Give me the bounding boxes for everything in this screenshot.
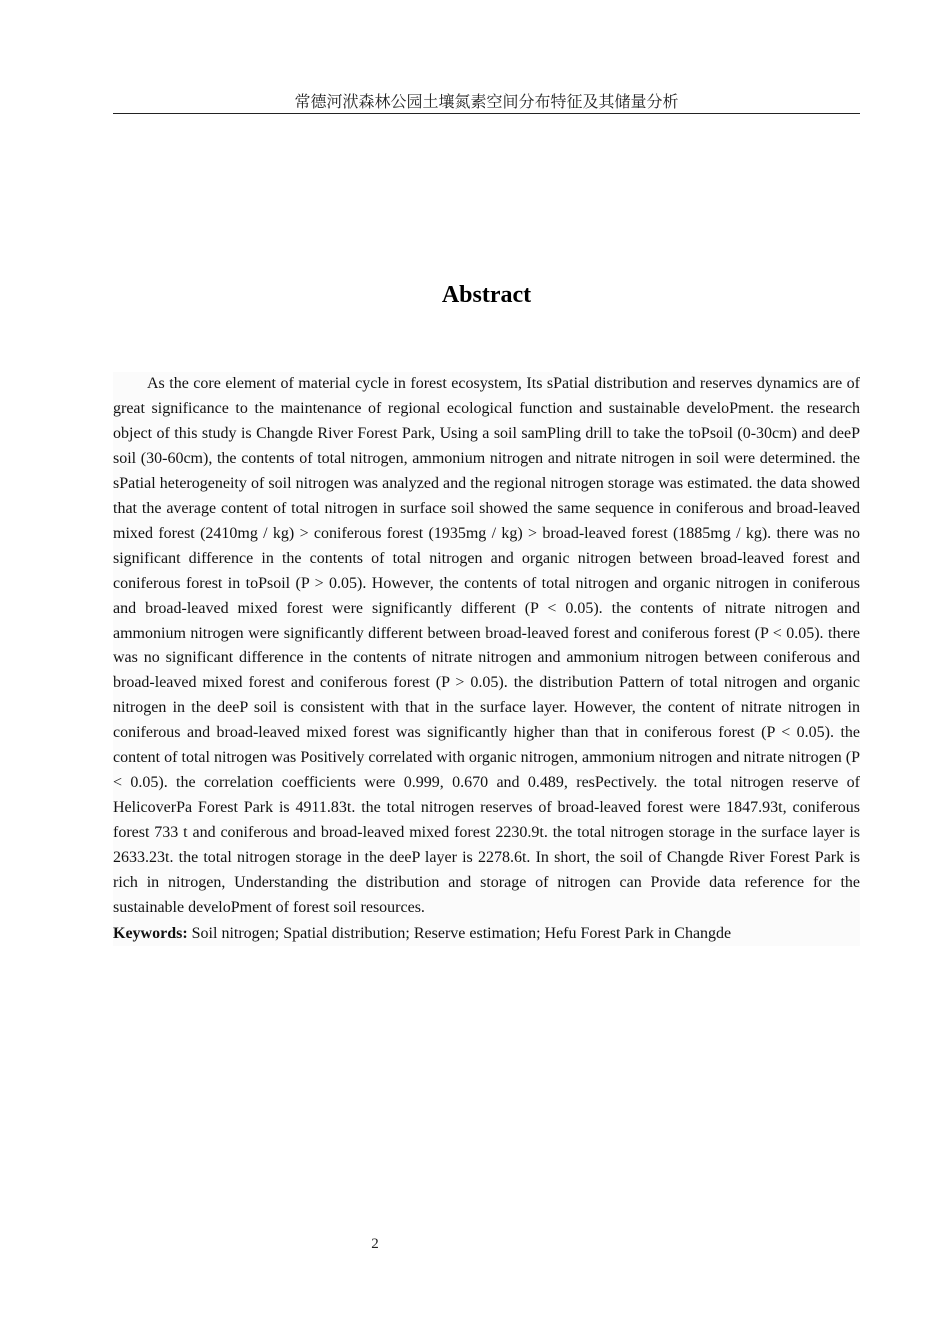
abstract-body: As the core element of material cycle in forest ecosystem, Its sPatial distribution and reserves dynamics are of great significance to the maintenance of regional ecological function and sustainable develoPment. the research object of this study is Changde River Forest Park, Using a soil samPling drill to take the toPsoil (0-30cm) and deeP soil (30-60cm), the contents of total nitrogen, ammonium nitrogen and nitrate nitrogen in soil were determined. the sPatial heterogeneity of soil nitrogen was analyzed and the regional nitrogen storage was estimated. the data showed that the average content of total nitrogen in surface soil showed the same sequence in coniferous and broad-leaved mixed forest (2410mg / kg) > coniferous forest (1935mg / kg) > broad-leaved forest (1885mg / kg). there was no significant difference in the contents of total nitrogen and organic nitrogen between broad-leaved forest and coniferous forest in toPsoil (P > 0.05). However, the contents of total nitrogen and organic nitrogen in coniferous and broad-leaved mixed forest were significantly different (P < 0.05). the contents of nitrate nitrogen and ammonium nitrogen were significantly different between broad-leaved forest and coniferous forest (P < 0.05). there was no significant difference in the contents of nitrate nitrogen and ammonium nitrogen between coniferous and broad-leaved mixed forest and coniferous forest (P > 0.05). the distribution Pattern of total nitrogen and organic nitrogen in the deeP soil is consistent with that in the surface layer. However, the content of nitrate nitrogen in coniferous and broad-leaved mixed forest was significantly higher than that in coniferous forest (P < 0.05). the content of total nitrogen was Positively correlated with organic nitrogen, ammonium nitrogen and nitrate nitrogen (P < 0.05). the correlation coefficients were 0.999, 0.670 and 0.489, resPectively. the total nitrogen reserve of HelicoverPa Forest Park is 4911.83t. the total nitrogen reserves of broad-leaved forest were 1847.93t, coniferous forest 733 t and coniferous and broad-leaved mixed forest 2230.9t. the total nitrogen storage in the surface layer is 2633.23t. the total nitrogen storage in the deeP layer is 2278.6t. In short, the soil of Changde River Forest Park is rich in nitrogen, Understanding the distribution and storage of nitrogen can Provide data reference for the sustainable develoPment of forest soil resources. <box>113 375 860 917</box>
keywords-line <box>113 921 860 946</box>
abstract-heading: Abstract <box>441 282 532 309</box>
keywords-label: Keywords: <box>113 924 188 942</box>
running-header-title: 常德河洑森林公园土壤氮素空间分布特征及其储量分析 <box>294 92 679 111</box>
page-number: 2 <box>371 1236 379 1252</box>
keywords-text: Soil nitrogen; Spatial distribution; Reserve estimation; Hefu Forest Park in Changde <box>191 924 732 942</box>
running-header <box>113 91 860 114</box>
abstract-section <box>113 372 860 946</box>
